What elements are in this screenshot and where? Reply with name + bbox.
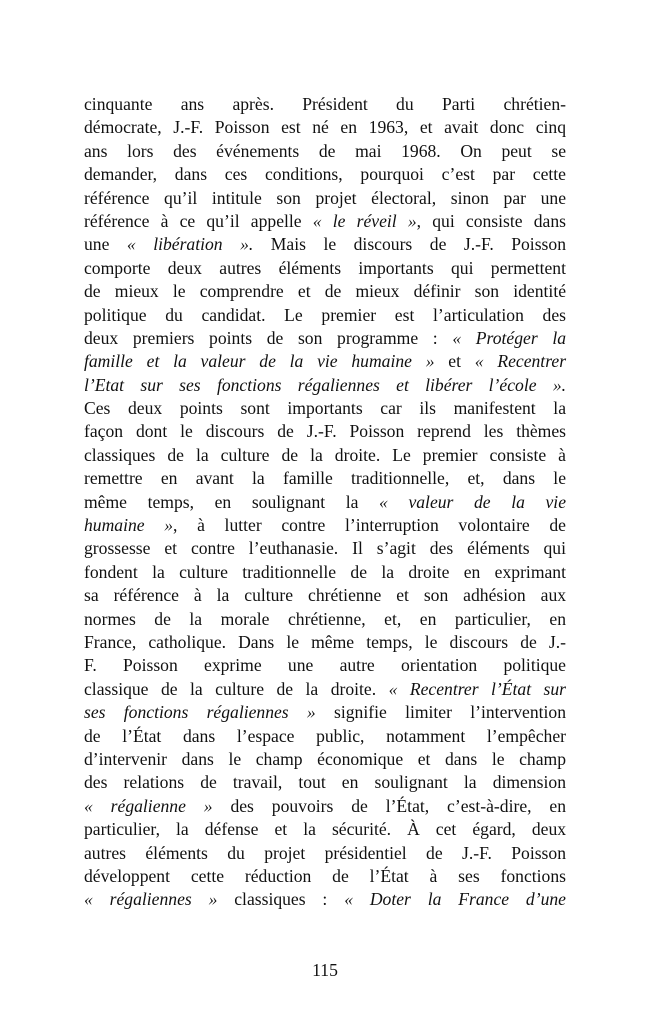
text-segment: classiques : <box>217 889 345 910</box>
text-line <box>84 561 566 584</box>
italic-text: « Recentrer <box>474 351 567 372</box>
italic-text: « libération ». <box>126 234 254 255</box>
italic-text: « régalienne » <box>84 795 213 816</box>
text-line <box>84 397 566 420</box>
text-line <box>84 491 566 514</box>
text-line <box>84 233 566 256</box>
text-line <box>84 584 566 607</box>
text-segment: d’intervenir dans le champ économique et dans le champ <box>84 748 566 769</box>
text-segment: ans lors des événements de mai 1968. On peut se <box>84 140 567 161</box>
italic-text: l’Etat sur ses fonctions régaliennes et libérer l’école ». <box>84 374 567 395</box>
text-segment: F. Poisson exprime une autre orientation politique <box>84 655 566 676</box>
body-text <box>84 93 566 912</box>
text-segment: comporte deux autres éléments importants qui permettent <box>84 257 566 278</box>
text-line <box>84 795 566 818</box>
italic-text: « Doter la France d’une <box>344 889 566 910</box>
text-line <box>84 280 566 303</box>
italic-text: humaine » <box>84 515 174 536</box>
text-line <box>84 818 566 841</box>
text-segment: développent cette réduction de l’État à ses fonctions <box>84 865 566 886</box>
text-segment: des relations de travail, tout en soulignant la dimension <box>84 772 566 793</box>
italic-text: famille et la valeur de la vie humaine » <box>84 351 435 372</box>
text-segment: des pouvoirs de l’État, c’est-à-dire, en <box>212 795 566 816</box>
text-segment: , qui consiste dans <box>416 210 567 231</box>
text-segment: autres éléments du projet présidentiel de J.-F. Poisson <box>84 842 566 863</box>
italic-text: « régaliennes » <box>84 889 218 910</box>
text-line <box>84 654 566 677</box>
text-segment: signifie limiter l’intervention <box>315 702 567 723</box>
text-line <box>84 514 566 537</box>
text-segment: France, catholique. Dans le même temps, le discours de J.- <box>84 631 566 652</box>
text-segment: grossesse et contre l’euthanasie. Il s’agit des éléments qui <box>84 538 566 559</box>
text-line <box>84 116 566 139</box>
text-segment: classique de la culture de la droite. <box>84 678 389 699</box>
text-line <box>84 678 566 701</box>
text-line <box>84 888 566 911</box>
text-line <box>84 304 566 327</box>
text-line <box>84 608 566 631</box>
text-line <box>84 420 566 443</box>
text-segment: une <box>84 234 127 255</box>
text-segment: sa référence à la culture chrétienne et son adhésion aux <box>84 585 567 606</box>
text-segment: de l’État dans l’espace public, notamment l’empêcher <box>84 725 566 746</box>
text-line <box>84 842 566 865</box>
text-line <box>84 725 566 748</box>
text-line <box>84 210 566 233</box>
text-segment: Mais le discours de J.-F. Poisson <box>253 234 566 255</box>
text-segment: référence à ce qu’il appelle <box>84 210 313 231</box>
italic-text: « Recentrer l’État sur <box>388 678 567 699</box>
text-line <box>84 537 566 560</box>
text-segment: référence qu’il intitule son projet électoral, sinon par une <box>84 187 567 208</box>
text-line <box>84 350 566 373</box>
text-line <box>84 374 566 397</box>
text-segment: particulier, la défense et la sécurité. À cet égard, deux <box>84 819 567 840</box>
text-segment: classiques de la culture de la droite. Le premier consiste à <box>84 444 566 465</box>
italic-text: « valeur de la vie <box>379 491 567 512</box>
text-segment: remettre en avant la famille traditionnelle, et, dans le <box>84 468 566 489</box>
italic-text: « le réveil » <box>312 210 417 231</box>
text-line <box>84 771 566 794</box>
text-line <box>84 865 566 888</box>
text-line <box>84 444 566 467</box>
text-line <box>84 631 566 654</box>
text-line <box>84 257 566 280</box>
text-line <box>84 163 566 186</box>
text-segment: même temps, en soulignant la <box>84 491 380 512</box>
text-line <box>84 327 566 350</box>
text-line <box>84 748 566 771</box>
text-segment: Ces deux points sont importants car ils manifestent la <box>84 398 567 419</box>
italic-text: « Protéger la <box>452 327 567 348</box>
text-segment: démocrate, J.-F. Poisson est né en 1963, et avait donc cinq <box>84 117 566 138</box>
text-line <box>84 187 566 210</box>
text-segment: et <box>434 351 475 372</box>
text-segment: deux premiers points de son programme : <box>84 327 453 348</box>
page-number: 115 <box>312 960 338 980</box>
italic-text: ses fonctions régaliennes » <box>84 702 316 723</box>
text-line <box>84 467 566 490</box>
text-segment: fondent la culture traditionnelle de la droite en exprimant <box>84 561 566 582</box>
text-segment: normes de la morale chrétienne, et, en particulier, en <box>84 608 566 629</box>
text-segment: demander, dans ces conditions, pourquoi c’est par cette <box>84 164 566 185</box>
text-segment: de mieux le comprendre et de mieux définir son identité <box>84 281 567 302</box>
text-line <box>84 140 566 163</box>
text-segment: cinquante ans après. Président du Parti chrétien- <box>84 94 566 114</box>
text-line <box>84 701 566 724</box>
text-line <box>84 93 566 116</box>
text-segment: façon dont le discours de J.-F. Poisson reprend les thèmes <box>84 421 567 442</box>
text-segment: politique du candidat. Le premier est l’articulation des <box>84 304 567 325</box>
text-segment: , à lutter contre l’interruption volontaire de <box>173 515 566 536</box>
